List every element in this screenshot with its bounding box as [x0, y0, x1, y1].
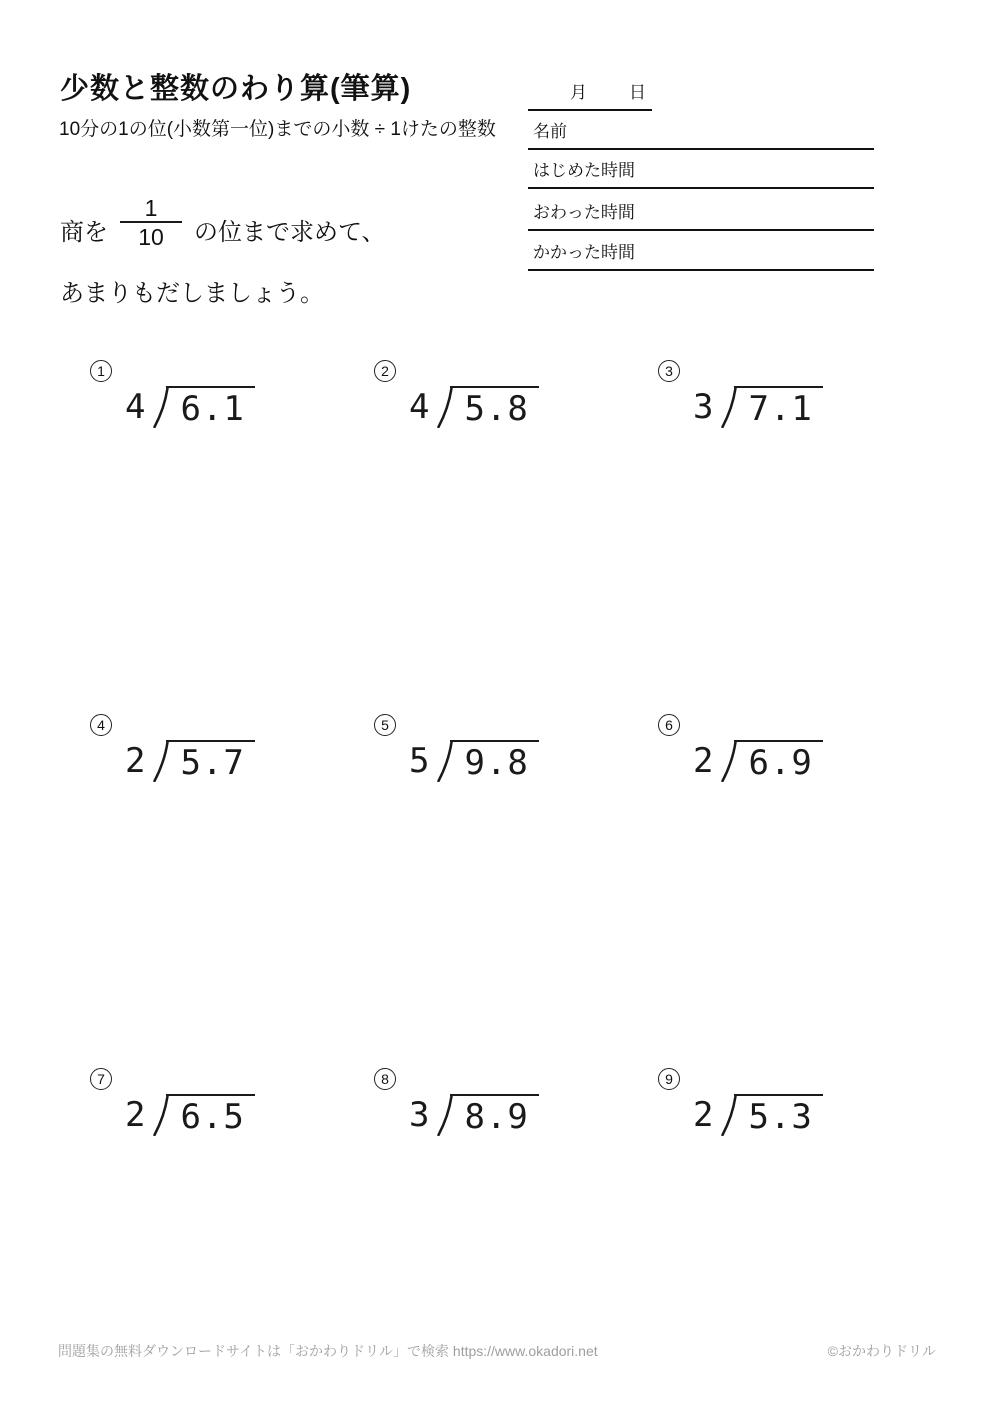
- page-footer: [58, 1341, 936, 1361]
- problem-number: 9: [658, 1068, 680, 1090]
- problem-4: [88, 710, 372, 1064]
- problem-7: [88, 1064, 372, 1418]
- long-division: [88, 740, 372, 784]
- problem-number: 2: [374, 360, 396, 382]
- divisor: 5: [409, 741, 430, 781]
- long-division: [88, 1094, 372, 1138]
- instruction-suffix: の位まで求めて、: [194, 218, 386, 246]
- problem-6: [656, 710, 940, 1064]
- page-subtitle: 10分の1の位(小数第一位)までの小数 ÷ 1けたの整数: [59, 119, 496, 140]
- date-field: [528, 80, 652, 111]
- problem-8: [372, 1064, 656, 1418]
- problem-number: 4: [90, 714, 112, 736]
- problems-grid: [88, 356, 940, 1418]
- divisor: 2: [125, 741, 146, 781]
- fraction-numerator: 1: [144, 195, 158, 221]
- problem-3: [656, 356, 940, 710]
- long-division: [88, 386, 372, 430]
- dividend: 7.1: [734, 386, 822, 430]
- footer-copyright: ©おかわりドリル: [827, 1343, 936, 1359]
- instruction-prefix: 商を: [60, 218, 108, 246]
- divisor: 2: [693, 1095, 714, 1135]
- fraction-denominator: 10: [120, 221, 182, 251]
- dividend: 6.1: [166, 386, 254, 430]
- divisor: 2: [693, 741, 714, 781]
- problem-number: 3: [658, 360, 680, 382]
- long-division: [656, 386, 940, 430]
- divisor: 2: [125, 1095, 146, 1135]
- month-label: 月: [570, 83, 587, 102]
- instruction: [60, 195, 386, 308]
- fraction-one-tenth: [120, 195, 182, 251]
- dividend: 5.8: [450, 386, 538, 430]
- divisor: 4: [409, 387, 430, 427]
- divisor: 3: [693, 387, 714, 427]
- footer-site-text: 問題集の無料ダウンロードサイトは「おかわりドリル」で検索 https://www.okadori.net: [58, 1343, 598, 1359]
- problem-number: 1: [90, 360, 112, 382]
- instruction-line-2: あまりもだしましょう。: [60, 280, 324, 307]
- divisor: 4: [125, 387, 146, 427]
- problem-5: [372, 710, 656, 1064]
- header-form: [528, 80, 874, 271]
- start-time-field: [528, 150, 874, 189]
- problem-number: 5: [374, 714, 396, 736]
- dividend: 6.5: [166, 1094, 254, 1138]
- long-division: [372, 386, 656, 430]
- long-division: [372, 1094, 656, 1138]
- problem-9: [656, 1064, 940, 1418]
- dividend: 5.3: [734, 1094, 822, 1138]
- problem-1: [88, 356, 372, 710]
- problem-number: 7: [90, 1068, 112, 1090]
- name-label: 名前: [533, 122, 567, 141]
- problem-2: [372, 356, 656, 710]
- name-field: [528, 111, 874, 150]
- day-label: 日: [629, 83, 646, 102]
- divisor: 3: [409, 1095, 430, 1135]
- problem-number: 6: [658, 714, 680, 736]
- end-time-label: おわった時間: [533, 203, 635, 222]
- elapsed-time-label: かかった時間: [533, 243, 635, 262]
- long-division: [656, 740, 940, 784]
- end-time-field: [528, 189, 874, 231]
- long-division: [656, 1094, 940, 1138]
- dividend: 9.8: [450, 740, 538, 784]
- start-time-label: はじめた時間: [533, 161, 635, 180]
- elapsed-time-field: [528, 231, 874, 271]
- instruction-line-1: [60, 195, 386, 251]
- dividend: 5.7: [166, 740, 254, 784]
- dividend: 6.9: [734, 740, 822, 784]
- long-division: [372, 740, 656, 784]
- problem-number: 8: [374, 1068, 396, 1090]
- dividend: 8.9: [450, 1094, 538, 1138]
- page-title: 少数と整数のわり算(筆算): [60, 73, 412, 105]
